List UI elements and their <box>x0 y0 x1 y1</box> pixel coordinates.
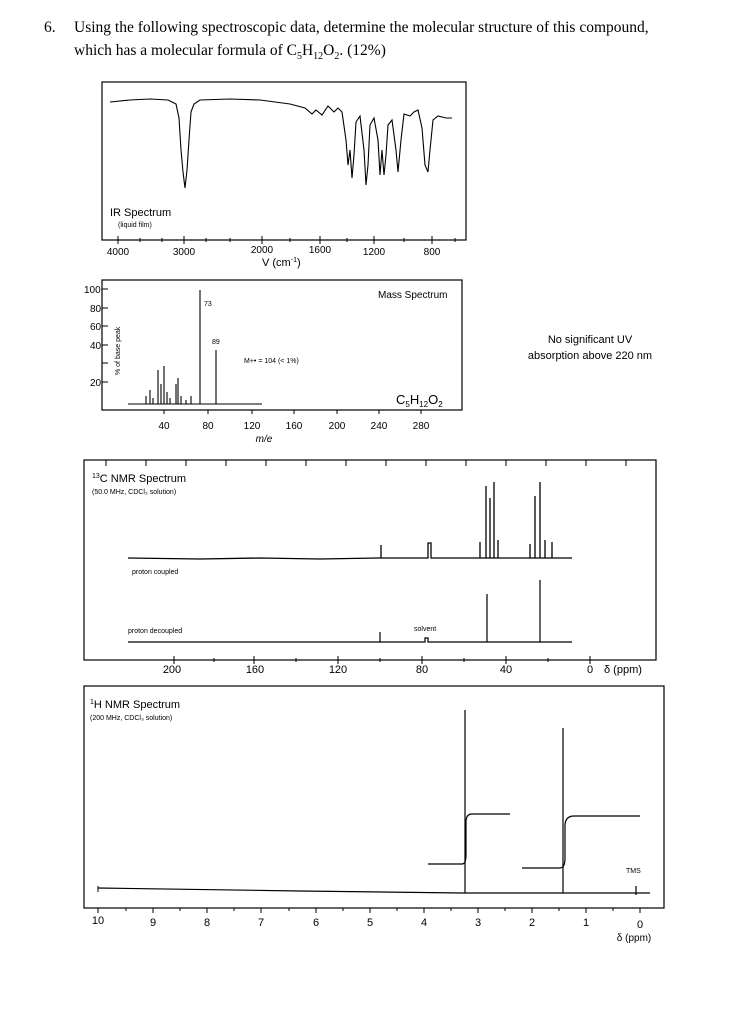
ms-title: Mass Spectrum <box>378 290 448 301</box>
uv-note <box>510 332 670 364</box>
c13-axis-unit: δ (ppm) <box>604 664 642 676</box>
ms-xtick-280: 280 <box>412 421 430 432</box>
h1-ticks <box>98 908 640 913</box>
mass-spectrum-panel <box>84 280 462 445</box>
h1-tick-0: 0 <box>636 919 644 931</box>
h1-tick-9: 9 <box>149 917 157 929</box>
c13-solvent-label: solvent <box>414 626 437 633</box>
ms-xtick-200: 200 <box>328 421 346 432</box>
c13-tick-80: 80 <box>415 664 429 676</box>
question-number: 6. <box>44 19 56 36</box>
h1-integral-2 <box>522 816 640 868</box>
ir-axis-label: V $(cm^{-1})$ <box>262 257 301 269</box>
h1-tick-4: 4 <box>420 917 428 929</box>
ms-y-ticks <box>102 289 108 382</box>
ir-subtitle: (liquid film) <box>118 222 152 229</box>
ir-tick-2000: 2000 <box>250 245 274 256</box>
c13-tick-120: 120 <box>328 664 348 676</box>
c13-top-ticks <box>106 460 626 466</box>
c13-coupled-label: proton coupled <box>132 569 179 576</box>
h1-nmr-panel <box>84 686 664 944</box>
ms-peak-label-89: 89 <box>212 339 220 346</box>
h1-tick-1: 1 <box>582 917 590 929</box>
ms-xtick-40: 40 <box>158 421 170 432</box>
c13-coupled-trace <box>128 482 572 559</box>
ms-ylabel: % of base peak <box>115 326 122 375</box>
h1-tick-5: 5 <box>366 917 374 929</box>
c13-nmr-panel <box>84 460 656 676</box>
ir-title: IR Spectrum <box>110 207 172 219</box>
ir-trace <box>110 99 452 188</box>
h1-tick-7: 7 <box>257 917 265 929</box>
c13-decoupled-trace <box>128 580 572 642</box>
ir-tick-800: 800 <box>423 247 441 258</box>
uv-note-line-2: absorption above 220 nm <box>527 350 653 362</box>
ms-formula: $C_5H_{12}O_2$ <box>396 392 443 409</box>
ms-ytick-60: 60 <box>90 322 102 333</box>
h1-tick-10: 10 <box>91 915 105 927</box>
h1-tick-3: 3 <box>474 917 482 929</box>
ms-xlabel: m/e <box>255 434 273 445</box>
c13-tick-160: 160 <box>245 664 265 676</box>
question-line-1: Using the following spectroscopic data, determine the molecular structure of this compound, <box>74 19 649 36</box>
h1-tick-8: 8 <box>203 917 211 929</box>
h1-integral-1 <box>428 814 510 864</box>
c13-tick-0: 0 <box>586 664 594 676</box>
ir-tick-4000: 4000 <box>106 247 130 258</box>
ms-xtick-160: 160 <box>285 421 303 432</box>
h1-subtitle: (200 MHz, CDCl₃ solution) <box>90 715 173 722</box>
c13-title: $^{13}$C NMR Spectrum <box>92 473 186 485</box>
h1-tick-2: 2 <box>528 917 536 929</box>
ir-spectrum-panel <box>102 82 466 269</box>
c13-tick-200: 200 <box>162 664 182 676</box>
ms-peak-label-73: 73 <box>204 301 212 308</box>
h1-title: $^1$H NMR Spectrum <box>90 699 181 711</box>
question-line-2: which has a molecular formula of $C_5H_{12}O_2$. (12%) <box>74 42 386 63</box>
h1-tms-label: TMS <box>626 868 641 875</box>
ms-ytick-80: 80 <box>90 304 102 315</box>
c13-decoupled-label: proton decoupled <box>128 628 183 635</box>
h1-baseline <box>98 710 650 893</box>
ir-tick-3000: 3000 <box>172 247 196 258</box>
ms-xtick-80: 80 <box>202 421 214 432</box>
ms-xtick-240: 240 <box>370 421 388 432</box>
h1-axis-unit: δ (ppm) <box>616 933 652 944</box>
uv-note-line-1: No significant UV <box>547 334 633 346</box>
ms-ytick-20: 20 <box>90 378 102 389</box>
c13-tick-40: 40 <box>499 664 513 676</box>
c13-subtitle: (50.0 MHz, CDCl₃ solution) <box>92 489 177 496</box>
ms-x-ticks <box>164 410 421 414</box>
ms-molecular-ion: M+• = 104 (< 1%) <box>244 358 299 365</box>
ms-ytick-100: 100 <box>84 285 101 296</box>
h1-tick-6: 6 <box>312 917 320 929</box>
ir-tick-1600: 1600 <box>308 245 332 256</box>
ir-tick-1200: 1200 <box>362 247 386 258</box>
ms-ytick-40: 40 <box>90 341 102 352</box>
ms-xtick-120: 120 <box>243 421 261 432</box>
